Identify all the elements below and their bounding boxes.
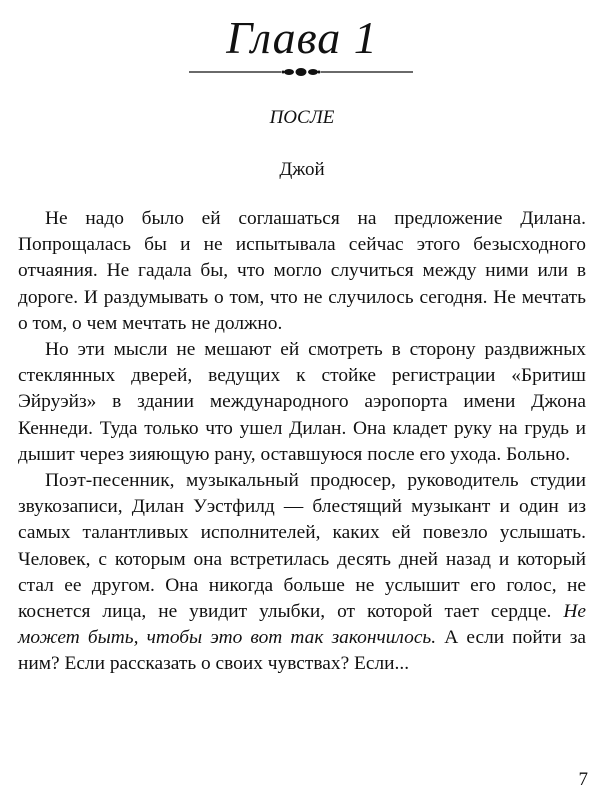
paragraph-text: Поэт-песенник, музыкальный продюсер, руководитель студии звукозаписи, Дилан Уэстфилд — блестящий музыкант и один из самых талантливых исполнителей, каких ей повезло услышать. Человек, с которым она встретилась десять дней назад и который стал ее другом. Она никогда больше не услышит его голос, не коснется лица, не увидит улыбки, от которой тает сердце. <box>18 470 586 623</box>
pov-character-name: Джой <box>279 159 325 180</box>
page-number: 7 <box>578 769 588 790</box>
fleuron-divider-icon <box>189 64 413 80</box>
italic-thought: Не может быть, чтобы это вот так закончилось. <box>18 601 586 649</box>
paragraph: Не надо было ей соглашаться на предложение Дилана. Попрощалась бы и не испытывала сейчас этого безысходного отчаяния. Не гадала бы, что могло случиться между ними или в дороге. И раздумывать о том, что не случилось сегодня. Не мечтать о том, о чем мечтать не должно. <box>18 208 586 334</box>
section-heading: ПОСЛЕ <box>269 107 335 128</box>
chapter-title: Глава 1 <box>226 12 378 63</box>
chapter-body <box>18 206 586 678</box>
paragraph <box>18 468 586 678</box>
paragraph-text: А если пойти за ним? Если рассказать о своих чувствах? Если... <box>18 627 586 675</box>
paragraph: Но эти мысли не мешают ей смотреть в сторону раздвижных стеклянных дверей, ведущих к стойке регистрации «Бритиш Эйруэйз» в здании международного аэропорта имени Джона Кеннеди. Туда только что ушел Дилан. Она кладет руку на грудь и дышит через зияющую рану, оставшуюся после его ухода. Больно. <box>18 339 586 465</box>
